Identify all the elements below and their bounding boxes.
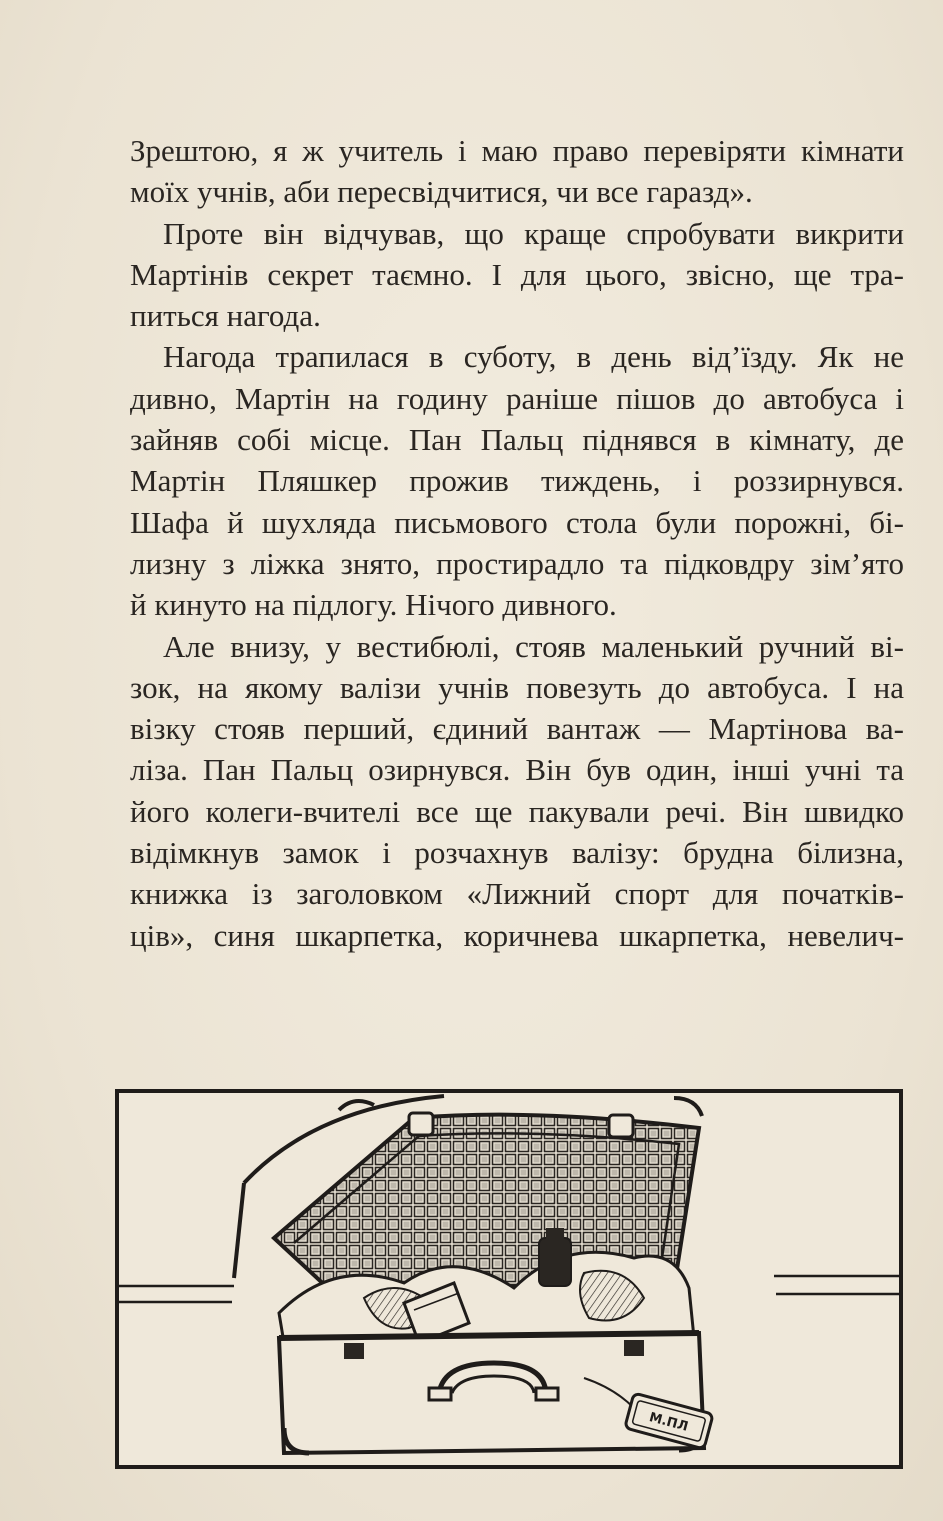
text-line: Зрештою, я ж учитель і маю право перевіряти кімнати: [130, 133, 904, 168]
text-line: лизну з ліжка знято, простирадло та підковдру зім’ято: [130, 545, 904, 581]
text-line: дивно, Мартін на годину раніше пішов до автобуса і: [130, 380, 904, 416]
text-line: Мартін Пляшкер прожив тиждень, і роззирнувся.: [130, 463, 904, 499]
text-line: його колеги-вчителі все ще пакували речі. Він швидко: [130, 793, 904, 829]
text-line: Проте він відчував, що краще спробувати викрити: [163, 215, 904, 251]
text-line: й кинуто на підлогу. Нічого дивного.: [130, 587, 617, 623]
text-line: ліза. Пан Пальц озирнувся. Він був один, інші учні та: [130, 752, 904, 788]
luggage-tag-label: М.ПЛ: [647, 1410, 690, 1435]
text-line: зок, на якому валізи учнів повезуть до автобуса. І на: [130, 669, 904, 705]
text-line: візку стояв перший, єдиний вантаж — Мартінова ва-: [130, 711, 904, 747]
text-line: ців», синя шкарпетка, коричнева шкарпетка, невелич-: [130, 917, 904, 953]
text-line: зайняв собі місце. Пан Пальц піднявся в кімнату, де: [130, 422, 904, 458]
text-line: книжка із заголовком «Лижний спорт для початків-: [130, 876, 904, 912]
text-line: Шафа й шухляда письмового стола були порожні, бі-: [130, 504, 904, 540]
text-line: питься нагода.: [130, 298, 321, 334]
text-line: відімкнув замок і розчахнув валізу: брудна білизна,: [130, 835, 904, 871]
text-line: Мартінів секрет таємно. І для цього, звісно, ще тра-: [130, 256, 904, 292]
body-text: [130, 130, 904, 956]
suitcase-body: [279, 1333, 704, 1453]
text-line: Нагода трапилася в суботу, в день від’їзду. Як не: [163, 339, 904, 375]
text-line: моїх учнів, аби пересвідчитися, чи все гаразд».: [130, 174, 753, 210]
suitcase-illustration: [114, 1088, 904, 1470]
suitcase-drawing: [114, 1088, 904, 1470]
text-line: Але внизу, у вестибюлі, стояв маленький ручний ві-: [163, 628, 904, 664]
